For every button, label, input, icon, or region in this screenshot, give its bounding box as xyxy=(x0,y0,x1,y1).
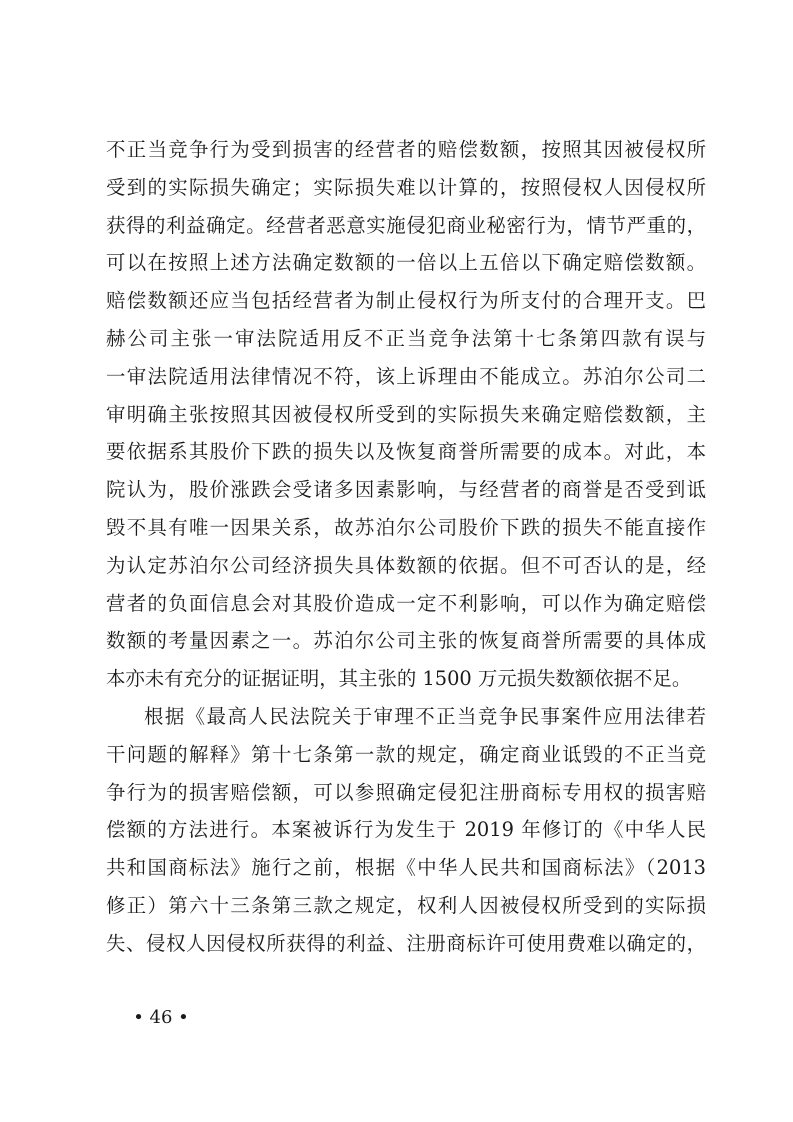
text-line: 审明确主张按照其因被侵权所受到的实际损失来确定赔偿数额，主 xyxy=(106,402,706,426)
text-line: 修正）第六十三条第三款之规定，权利人因被侵权所受到的实际损 xyxy=(106,893,706,917)
body-text xyxy=(106,131,706,963)
page-number: • 46 • xyxy=(133,1007,189,1028)
text-line: 共和国商标法》施行之前，根据《中华人民共和国商标法》（2013 xyxy=(106,856,706,880)
text-line: 毁不具有唯一因果关系，故苏泊尔公司股价下跌的损失不能直接作 xyxy=(106,515,706,539)
text-line: 院认为，股价涨跌会受诸多因素影响，与经营者的商誉是否受到诋 xyxy=(106,478,706,502)
paragraph-1 xyxy=(106,131,706,698)
text-line: 受到的实际损失确定；实际损失难以计算的，按照侵权人因侵权所 xyxy=(106,175,706,199)
text-line: 赫公司主张一审法院适用反不正当竞争法第十七条第四款有误与 xyxy=(106,326,706,350)
text-line: 获得的利益确定。经营者恶意实施侵犯商业秘密行为，情节严重的， xyxy=(106,213,706,237)
text-line: 数额的考量因素之一。苏泊尔公司主张的恢复商誉所需要的具体成 xyxy=(106,629,706,653)
paragraph-2 xyxy=(106,698,706,963)
text-line: 根据《最高人民法院关于审理不正当竞争民事案件应用法律若 xyxy=(144,704,706,728)
text-line: 一审法院适用法律情况不符，该上诉理由不能成立。苏泊尔公司二 xyxy=(106,364,706,388)
text-line: 不正当竞争行为受到损害的经营者的赔偿数额，按照其因被侵权所 xyxy=(106,138,706,161)
text-line: 为认定苏泊尔公司经济损失具体数额的依据。但不可否认的是，经 xyxy=(106,553,706,577)
text-line: 营者的负面信息会对其股价造成一定不利影响，可以作为确定赔偿 xyxy=(106,591,706,615)
text-line: 失、侵权人因侵权所获得的利益、注册商标许可使用费难以确定的， xyxy=(106,931,706,955)
text-line: 可以在按照上述方法确定数额的一倍以上五倍以下确定赔偿数额。 xyxy=(106,251,706,275)
text-line: 赔偿数额还应当包括经营者为制止侵权行为所支付的合理开支。巴 xyxy=(106,289,706,313)
text-line: 争行为的损害赔偿额，可以参照确定侵犯注册商标专用权的损害赔 xyxy=(106,780,706,804)
text-line: 本亦未有充分的证据证明，其主张的 1500 万元损失数额依据不足。 xyxy=(106,667,692,691)
text-line: 干问题的解释》第十七条第一款的规定，确定商业诋毁的不正当竞 xyxy=(106,742,706,766)
text-line: 偿额的方法进行。本案被诉行为发生于 2019 年修订的《中华人民 xyxy=(106,818,706,842)
text-line: 要依据系其股价下跌的损失以及恢复商誉所需要的成本。对此，本 xyxy=(106,440,706,464)
